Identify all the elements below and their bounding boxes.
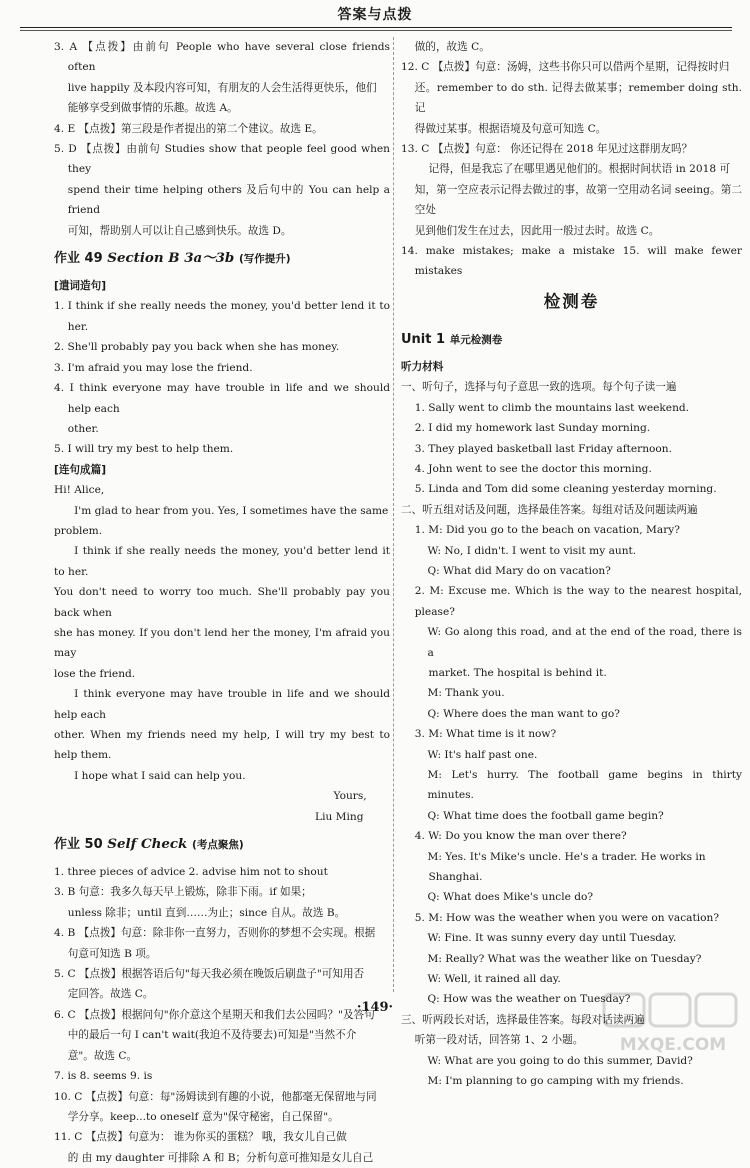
section-heading [401,322,742,357]
text-line: 三、听两段长对话，选择最佳答案。每段对话读两遍 [401,1013,645,1026]
text-line: 5. I will try my best to help them. [54,443,234,456]
text-line: 12. C 【点拨】句意：汤姆，这些书你只可以借两个星期，记得按时归 [401,61,730,74]
left-column [54,37,390,1168]
text-line: Q: How was the weather on Tuesday? [427,993,631,1006]
text-line: 二、听五组对话及问题，选择最佳答案。每组对话及问题读两遍 [401,503,698,516]
text-line: You don't need to worry too much. She'll probably pay you back when [54,586,390,619]
text-line: 2. M: Excuse me. Which is the way to the nearest hospital, please? [414,585,742,618]
text-line: she has money. If you don't lend her the money, I'm afraid you may [54,626,390,660]
text-line: W: No, I didn't. I went to visit my aunt. [427,544,637,557]
text-line: 记得，但是我忘了在哪里遇见他们的。根据时间状语 in 2018 可 [428,163,731,176]
right-column [401,37,742,1092]
text-line: 5. Linda and Tom did some cleaning yesterday morning. [414,483,717,496]
text-line: M: Yes. It's Mike's uncle. He's a trader. He works in [427,850,706,863]
text-line: 7. is 8. seems 9. is [54,1070,153,1083]
column-divider [393,37,394,992]
text-line: 的 由 my daughter 可排除 A 和 B；分析句意可推知是女儿自己 [67,1151,374,1164]
text-line: 还。remember to do sth. 记得去做某事；remember doing sth. 记 [414,81,742,115]
text-line: 1. three pieces of advice 2. advise him not to shout [54,866,328,879]
header-rule [20,27,732,28]
subsection-label: 听力材料 [401,360,444,373]
text-line: M: I'm planning to go camping with my friends. [427,1075,684,1088]
text-line: 定回答。故选 C。 [67,988,154,1001]
text-line: 5. M: How was the weather when you were on vacation? [414,911,719,924]
text-line: W: Go along this road, and at the end of the road, there is a [427,626,742,659]
text-line: 能够享受到做事情的乐趣。故选 A。 [67,102,238,115]
text-line: problem. [54,524,103,537]
text-line: 4. E 【点拨】第三段是作者提出的第二个建议。故选 E。 [54,122,323,135]
text-line: Shanghai. [428,871,483,884]
section-title: Self Check [107,836,188,853]
section-subtitle: (写作提升) [238,253,291,266]
subsection-label: [连句成篇] [54,463,107,476]
text-line: lose the friend. [54,667,136,680]
text-line: 听第一段对话，回答第 1、2 小题。 [414,1034,584,1047]
text-line: 3. B 句意：我多久每天早上锻炼，除非下雨。if 如果； [54,886,312,899]
section-number: 作业 49 [54,251,103,267]
text-line: W: Well, it rained all day. [427,973,561,986]
text-line: I think if she really needs the money, you'd better lend it to her. [54,545,390,578]
subsection-label: [遣词造句] [54,280,107,293]
text-line: 2. She'll probably pay you back when she has money. [54,341,340,354]
text-line: 3. M: What time is it now? [414,728,557,741]
watermark-logo [598,990,748,1056]
text-line: 13. C 【点拨】句意： 你还记得在 2018 年见过这群朋友吗？ [401,143,693,156]
text-line: 3. They played basketball last Friday afternoon. [414,442,672,455]
text-line: 6. C 【点拨】根据问句"你介意这个星期天和我们去公园吗？"及答句 [54,1008,375,1021]
text-line: 可知，帮助别人可以让自己感到快乐。故选 D。 [67,224,292,237]
watermark-url: MXQE.COM [619,1035,727,1055]
text-line: 1. M: Did you go to the beach on vacation, Mary? [414,524,680,537]
text-line: 5. D 【点拨】由前句 Studies show that people feel good when they [54,143,390,176]
text-line: 1. Sally went to climb the mountains last weekend. [414,401,690,414]
text-line: 4. John went to see the doctor this morning. [414,462,652,475]
text-line: 中的最后一句 I can't wait(我迫不及待要去)可知是"当然不介 [67,1029,357,1042]
section-heading [54,827,390,862]
text-line: 见到他们发生在过去，因此用一般过去时。故选 C。 [414,224,660,237]
text-line: W: What are you going to do this summer, David? [427,1054,693,1067]
text-line: I'm glad to hear from you. Yes, I sometimes have the same [74,504,389,517]
text-line: 10. C 【点拨】句意：每"汤姆读到有趣的小说，他都毫无保留地与同 [54,1090,377,1103]
text-line: other. [67,422,99,435]
text-line: market. The hospital is behind it. [428,666,607,679]
section-number: Unit 1 [401,331,446,347]
text-line: live happily 及本段内容可知，有朋友的人会生活得更快乐，他们 [67,81,377,94]
page-header-title: 答案与点拨 [337,7,413,23]
page-number: ·149· [356,1000,394,1015]
text-line: Q: Where does the man want to go? [427,707,620,720]
text-line: 4. W: Do you know the man over there? [414,830,627,843]
text-line: 4. B 【点拨】句意：除非你一直努力，否则你的梦想不会实现。根据 [54,927,376,940]
section-title: Section B 3a～3b [107,250,235,267]
text-line: I hope what I said can help you. [74,769,246,782]
text-line: 意"。故选 C。 [67,1049,138,1062]
text-line: 5. C 【点拨】根据答语后句"每天我必须在晚饭后刷盘子"可知用否 [54,968,365,981]
text-line: Q: What time does the football game begin? [427,809,664,822]
text-line: Q: What does Mike's uncle do? [427,891,594,904]
text-line: W: Fine. It was sunny every day until Tuesday. [427,932,677,945]
text-line: M: Thank you. [427,687,505,700]
text-line: 得做过某事。根据语境及句意可知选 C。 [414,122,607,135]
text-line: spend their time helping others 及后句中的 You can help a friend [67,183,390,217]
text-line: other. When my friends need my help, I will try my best to help them. [54,729,390,762]
text-line: 句意可知选 B 项。 [67,947,157,960]
section-subtitle: 单元检测卷 [449,333,503,346]
test-paper-title: 检测卷 [543,291,600,311]
text-line: 3. A 【点拨】由前句 People who have several close friends often [54,41,390,74]
text-line: Q: What did Mary do on vacation? [427,564,611,577]
text-line: M: Really? What was the weather like on Tuesday? [427,952,702,965]
text-line: unless 除非；until 直到……为止；since 自从。故选 B。 [67,906,346,919]
text-line: 1. I think if she really needs the money, you'd better lend it to her. [54,300,390,333]
text-line: M: Let's hurry. The football game begins in thirty minutes. [427,769,742,802]
text-line: I think everyone may have trouble in life and we should help each [54,688,390,721]
text-line: 2. I did my homework last Sunday morning. [414,422,651,435]
text-line: W: It's half past one. [427,748,538,761]
header-rule-thin [20,30,732,31]
text-line: Yours, [333,790,367,803]
text-line: 4. I think everyone may have trouble in life and we should help each [54,382,390,415]
text-line: 做的，故选 C。 [414,41,490,53]
text-line: 知，第一空应表示记得去做过的事，故第一空用动名词 seeing。第二空处 [414,183,742,217]
text-line: 一、听句子，选择与句子意思一致的选项。每个句子读一遍 [401,381,677,394]
text-line: 11. C 【点拨】句意为： 谁为你买的蛋糕？ 哦，我女儿自己做 [54,1131,347,1144]
text-line: Liu Ming [315,810,364,823]
text-line: 14. make mistakes; make a mistake 15. will make fewer mistakes [401,245,742,278]
text-line: 3. I'm afraid you may lose the friend. [54,361,253,374]
section-number: 作业 50 [54,837,103,853]
text-line: Hi! Alice, [54,484,105,497]
section-subtitle: (考点聚焦) [192,839,244,852]
text-line: 学分享。keep...to oneself 意为"保守秘密，自己保留"。 [67,1110,339,1123]
section-heading [54,241,390,276]
